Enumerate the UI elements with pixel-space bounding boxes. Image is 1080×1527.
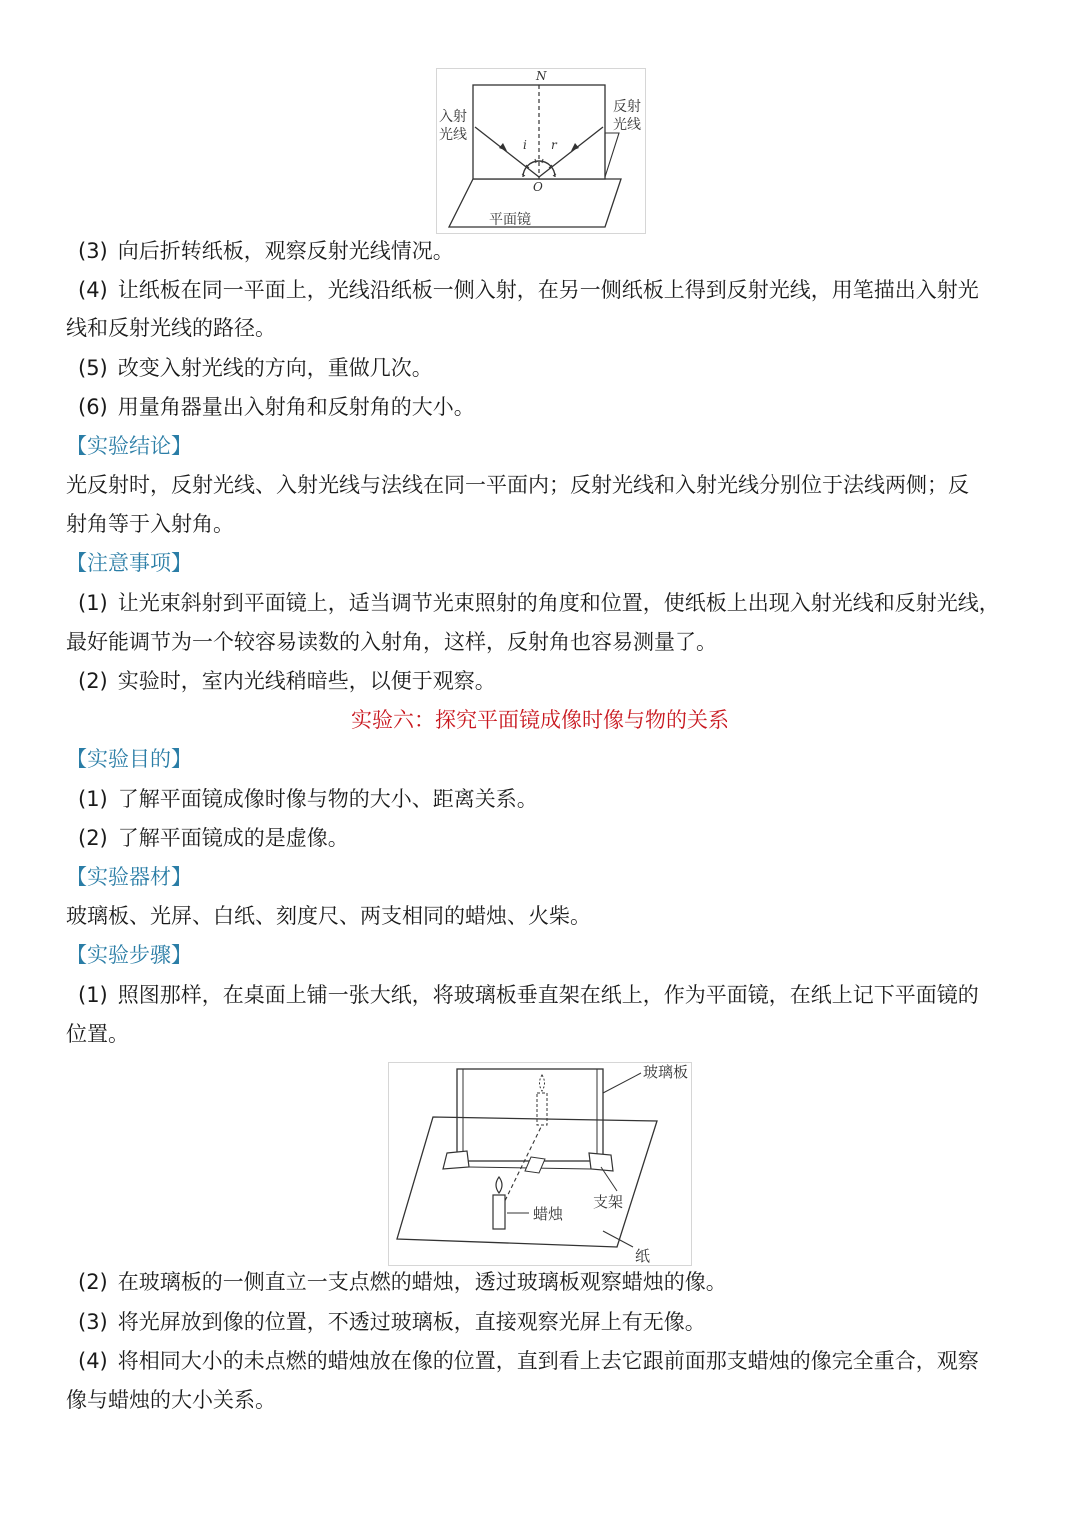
step-num: (3): [78, 1310, 108, 1334]
stand-left-shape: [443, 1151, 469, 1169]
reflected-label-1: 反射: [613, 99, 641, 115]
note-num: (2): [78, 669, 108, 693]
exp6-step-3: [78, 1307, 1040, 1337]
step-num: (4): [78, 278, 108, 302]
purpose-text: 了解平面镜成的是虚像。: [117, 826, 349, 850]
mirror-label: 平面镜: [489, 212, 531, 228]
conclusion-heading: 【实验结论】: [66, 434, 192, 458]
step-3: [78, 236, 1040, 266]
step-5: [78, 353, 1040, 383]
incident-label-2: 光线: [439, 127, 467, 143]
steps-heading: 【实验步骤】: [66, 943, 192, 967]
step-4: [78, 275, 1040, 305]
step-text: 向后折转纸板，观察反射光线情况。: [117, 239, 454, 263]
candle-label: 蜡烛: [533, 1205, 564, 1223]
exp6-step-1-cont: 位置。: [66, 1022, 129, 1046]
glass-board-shape: [457, 1069, 603, 1161]
conclusion-line-2: 射角等于入射角。: [66, 512, 234, 536]
paper-label: 纸: [635, 1247, 651, 1265]
step-text: 改变入射光线的方向，重做几次。: [117, 356, 433, 380]
step-num: (5): [78, 356, 108, 380]
conclusion-line-1: 光反射时，反射光线、入射光线与法线在同一平面内；反射光线和入射光线分别位于法线两侧；反: [66, 473, 969, 497]
purpose-num: (1): [78, 787, 108, 811]
step-num: (2): [78, 1270, 108, 1294]
label-i: i: [523, 138, 527, 152]
label-r: r: [551, 138, 557, 152]
purpose-1: [78, 784, 1040, 814]
label-n: N: [536, 69, 547, 83]
mirror-imaging-figure: [388, 1062, 692, 1266]
step-text: 将相同大小的未点燃的蜡烛放在像的位置，直到看上去它跟前面那支蜡烛的像完全重合，观察: [117, 1349, 979, 1373]
note-2: [78, 666, 1040, 696]
paper-sheet-shape: [397, 1117, 657, 1247]
experiment-title: 实验六：探究平面镜成像时像与物的关系: [351, 708, 729, 732]
step-num: (1): [78, 983, 108, 1007]
step-text: 用量角器量出入射角和反射角的大小。: [117, 395, 475, 419]
purpose-2: [78, 823, 1040, 853]
purpose-num: (2): [78, 826, 108, 850]
reflection-figure: [436, 68, 646, 234]
step-4-cont: 线和反射光线的路径。: [66, 316, 276, 340]
materials-text: 玻璃板、光屏、白纸、刻度尺、两支相同的蜡烛、火柴。: [66, 904, 591, 928]
exp6-step-4-cont: 像与蜡烛的大小关系。: [66, 1388, 276, 1412]
flame-shape: [496, 1177, 502, 1193]
reflected-label-2: 光线: [613, 117, 641, 133]
notes-heading: 【注意事项】: [66, 551, 192, 575]
step-num: (6): [78, 395, 108, 419]
glass-label: 玻璃板: [643, 1063, 689, 1081]
note-text: 实验时，室内光线稍暗些，以便于观察。: [117, 669, 496, 693]
note-num: (1): [78, 591, 108, 615]
step-num: (3): [78, 239, 108, 263]
step-text: 将光屏放到像的位置，不透过玻璃板，直接观察光屏上有无像。: [117, 1310, 706, 1334]
exp6-step-4: [78, 1346, 1040, 1376]
materials-heading: 【实验器材】: [66, 865, 192, 889]
note-1-cont: 最好能调节为一个较容易读数的入射角，这样，反射角也容易测量了。: [66, 630, 717, 654]
step-text: 在玻璃板的一侧直立一支点燃的蜡烛，透过玻璃板观察蜡烛的像。: [117, 1270, 727, 1294]
note-text: 让光束斜射到平面镜上，适当调节光束照射的角度和位置，使纸板上出现入射光线和反射光线，: [117, 591, 1000, 615]
step-text: 让纸板在同一平面上，光线沿纸板一侧入射，在另一侧纸板上得到反射光线，用笔描出入射光: [117, 278, 979, 302]
exp6-step-2: [78, 1267, 1040, 1297]
label-o: O: [533, 180, 543, 194]
step-text: 照图那样，在桌面上铺一张大纸，将玻璃板垂直架在纸上，作为平面镜，在纸上记下平面镜的: [117, 983, 979, 1007]
note-1: [78, 588, 1040, 618]
stand-label: 支架: [593, 1193, 624, 1211]
candle-shape: [493, 1195, 505, 1229]
incident-label-1: 入射: [439, 109, 467, 125]
exp6-step-1: [78, 980, 1040, 1010]
step-6: [78, 392, 1040, 422]
purpose-heading: 【实验目的】: [66, 747, 192, 771]
purpose-text: 了解平面镜成像时像与物的大小、距离关系。: [117, 787, 538, 811]
step-num: (4): [78, 1349, 108, 1373]
stand-right-shape: [589, 1153, 613, 1171]
